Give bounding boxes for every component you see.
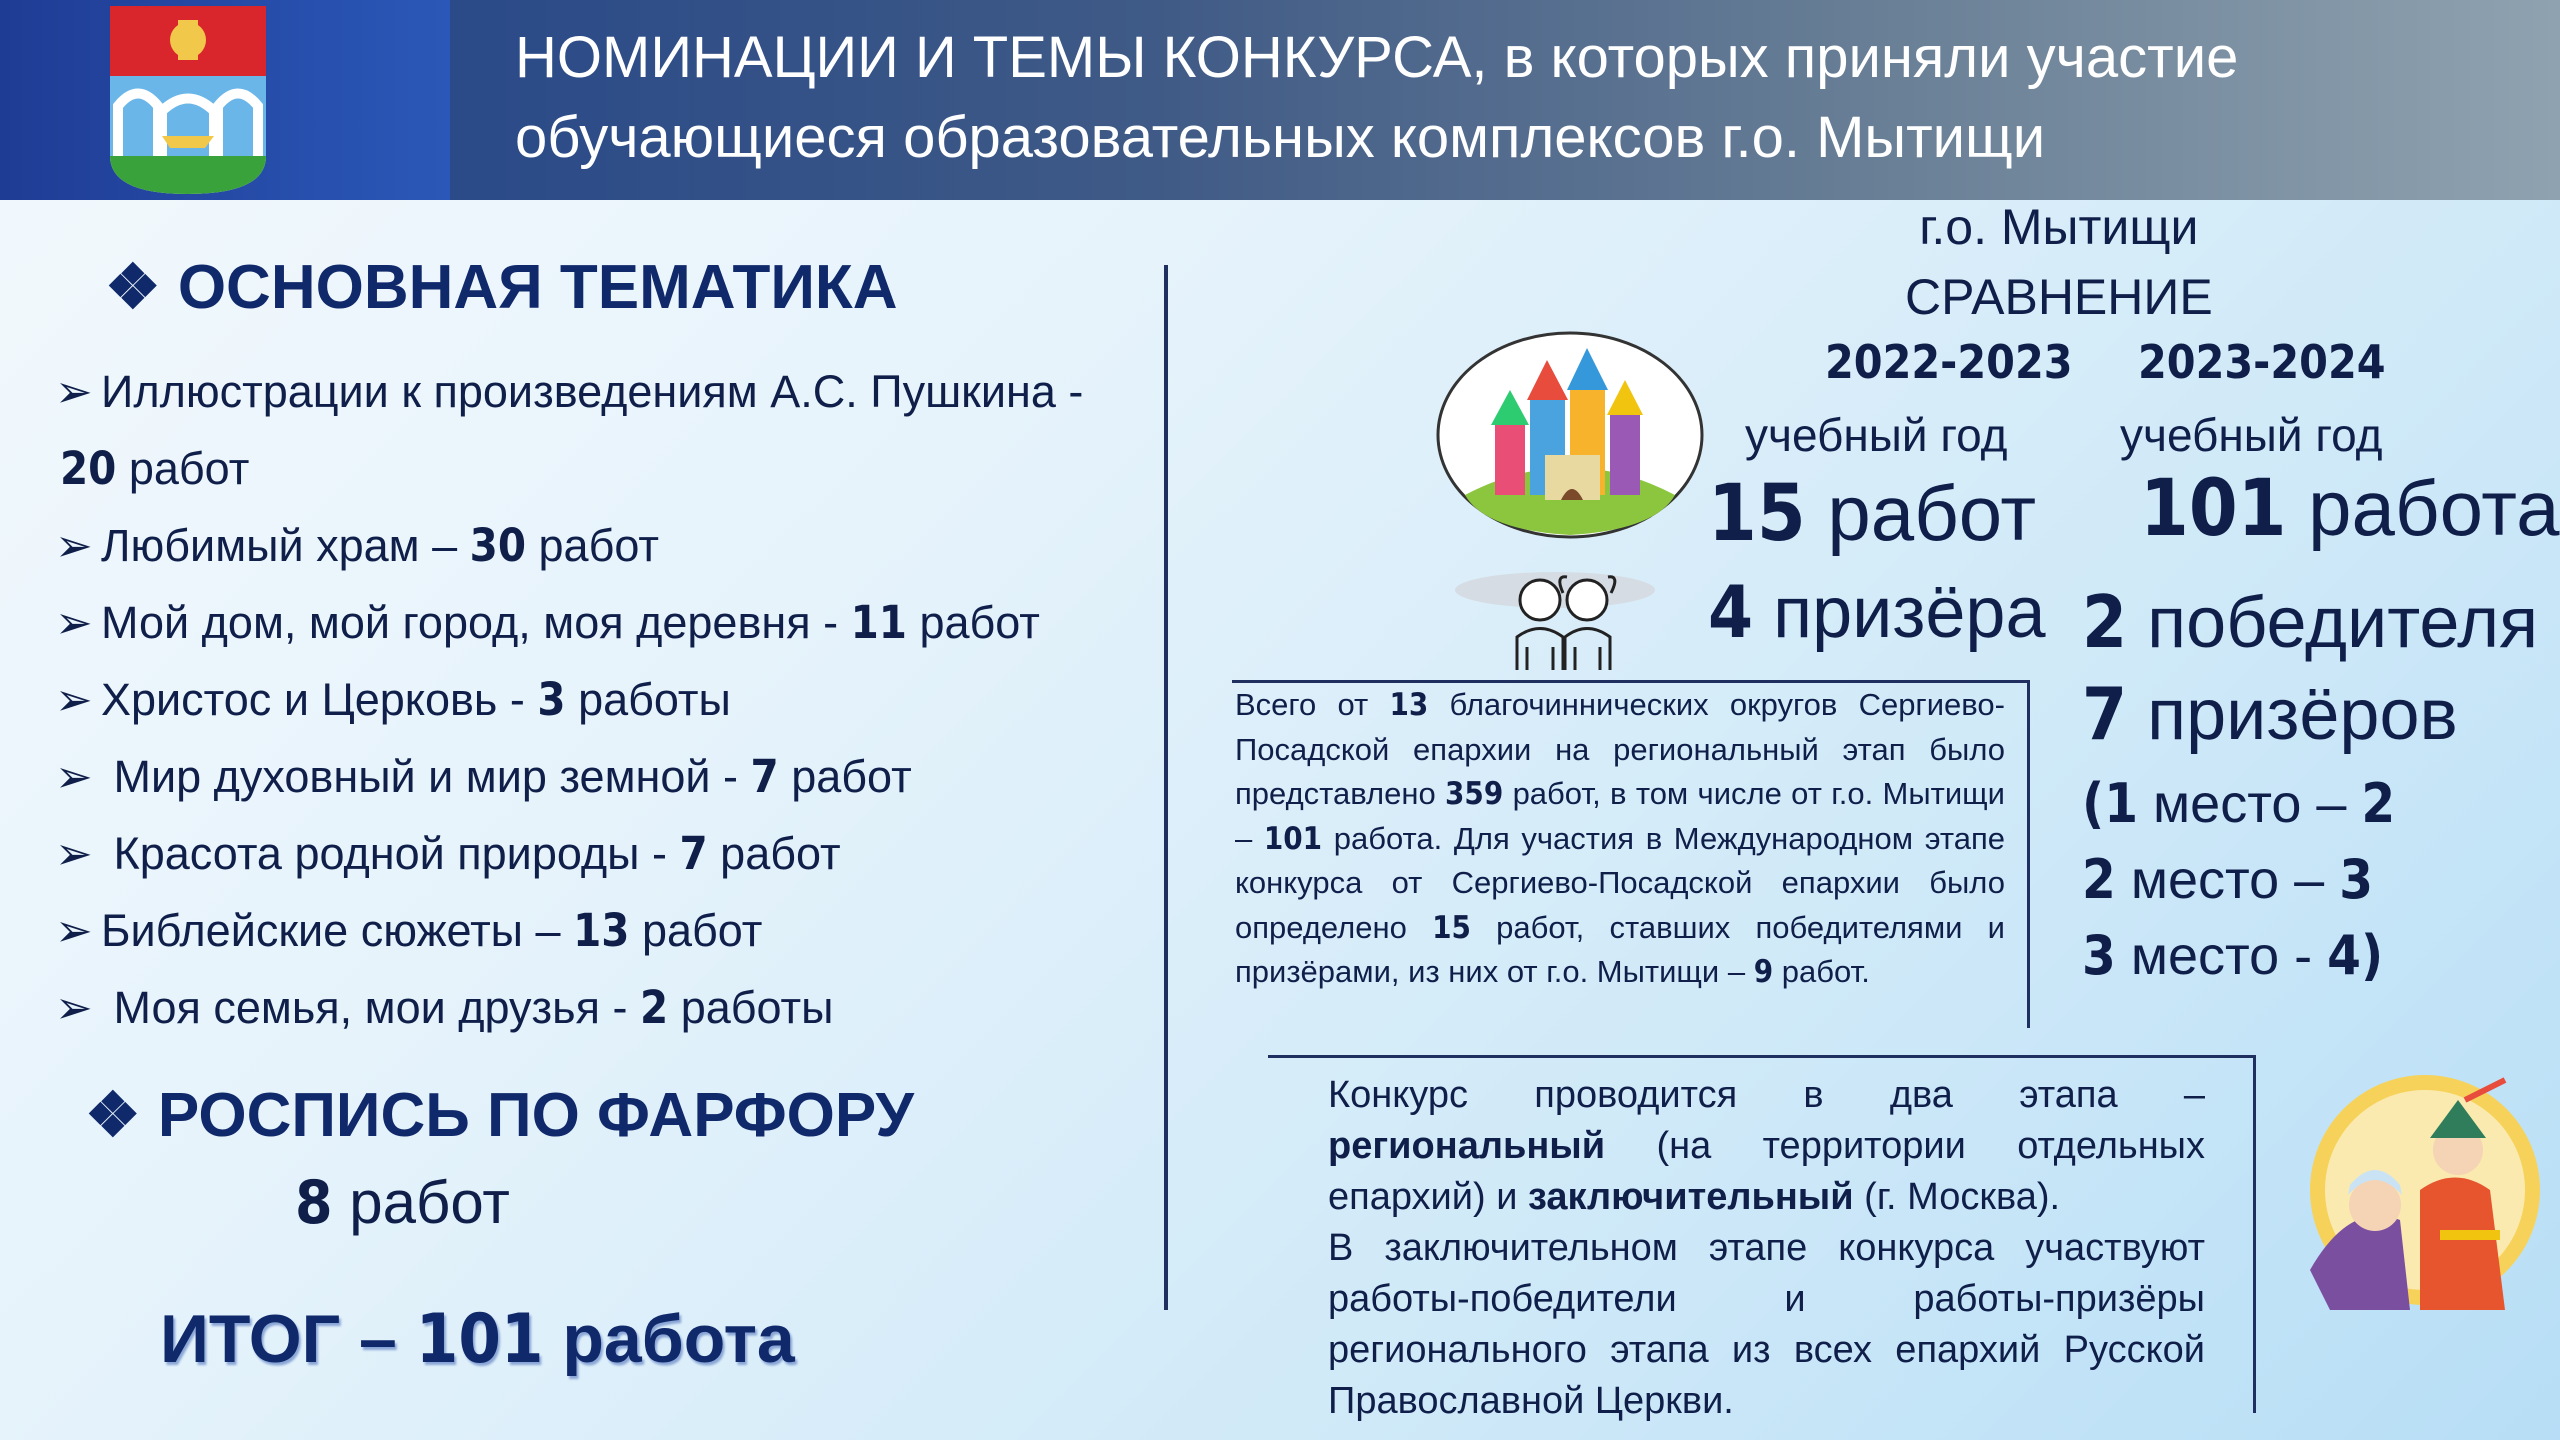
- item-text: Мой дом, мой город, моя деревня: [101, 597, 811, 648]
- year-2-sublabel: учебный год: [2120, 409, 2383, 461]
- text-fragment: благочиннических округов Сергиево-Посадской епархии на региональный этап было представлено: [1235, 687, 2005, 811]
- place-sep: –: [2279, 850, 2340, 910]
- item-unit: работы: [680, 982, 834, 1033]
- place-prefix: (1: [2082, 772, 2139, 835]
- item-count: 13: [573, 904, 630, 957]
- item-sep: -: [1055, 366, 1084, 417]
- place-sep: -: [2279, 926, 2328, 986]
- item-sep: –: [523, 905, 574, 956]
- year-1-works: [1708, 468, 2036, 559]
- total-unit: работа: [562, 1301, 795, 1377]
- item-sep: –: [419, 520, 470, 571]
- text-fragment: Всего от: [1235, 687, 1390, 722]
- section-main-theme-heading: [105, 250, 898, 323]
- coat-of-arms-icon: [110, 6, 266, 194]
- place-row: [2082, 924, 2383, 987]
- stages-box-text: [1328, 1070, 2205, 1427]
- section-porcelain-heading: [85, 1078, 914, 1151]
- item-text: Иллюстрации к произведениям А.С. Пушкина: [101, 366, 1056, 417]
- item-count: 11: [850, 596, 907, 649]
- item-count: 3: [537, 673, 566, 726]
- bold-fragment: региональный: [1328, 1125, 1606, 1167]
- vertical-divider: [1164, 265, 1168, 1310]
- item-unit: работ: [919, 597, 1040, 648]
- item-unit: работ: [538, 520, 659, 571]
- section-title: РОСПИСЬ ПО ФАРФОРУ: [157, 1081, 914, 1150]
- arrow-bullet-icon: ➢: [55, 520, 93, 571]
- text-fragment: работ.: [1773, 954, 1870, 989]
- text-fragment: работ, в том числе от г.о. Мытищи –: [1235, 776, 2005, 856]
- item-text: Любимый храм: [101, 520, 420, 571]
- winners-unit: победителя: [2147, 583, 2539, 663]
- count-number: 8: [295, 1168, 333, 1238]
- stages-paragraph-2: В заключительном этапе конкурса участвуют работы-победители и работы-призёры регионального этапа из всех епархий Русской Православной Церкви.: [1328, 1227, 2205, 1422]
- arrow-bullet-icon: ➢: [55, 366, 93, 417]
- item-unit: работ: [720, 828, 841, 879]
- list-item: [55, 519, 659, 572]
- list-item: [55, 365, 1083, 418]
- item-sep: -: [810, 597, 851, 648]
- item-text: Мир духовный и мир земной: [101, 751, 711, 802]
- place-row: [2082, 848, 2373, 911]
- text-fragment: (на территории отдельных епархий) и: [1328, 1125, 2205, 1218]
- bold-fragment: заключительный: [1528, 1176, 1854, 1218]
- works-unit: работа: [2308, 464, 2560, 552]
- list-item: [55, 750, 912, 803]
- arrow-bullet-icon: ➢: [55, 751, 93, 802]
- list-item-continuation: [60, 442, 249, 495]
- prizes-number: 4: [1708, 570, 1754, 654]
- diamond-bullet-icon: ❖: [85, 1081, 158, 1150]
- children-icon: [1445, 565, 1665, 675]
- title-line-2: обучающиеся образовательных комплексов г.о. Мытищи: [515, 105, 2046, 170]
- number-fragment: 13: [1389, 687, 1429, 723]
- place-sep: –: [2301, 774, 2362, 834]
- winners-number: 2: [2082, 580, 2128, 664]
- text-fragment: работ, ставших победителями и призёрами, из них от г.о. Мытищи –: [1235, 909, 2005, 989]
- title-line-1: НОМИНАЦИИ И ТЕМЫ КОНКУРСА, в которых приняли участие: [515, 25, 2239, 90]
- arrow-bullet-icon: ➢: [55, 674, 93, 725]
- place-label: место: [2130, 850, 2280, 910]
- year-2-label: 2023-2024: [2138, 335, 2386, 389]
- item-count: 2: [640, 981, 669, 1034]
- place-label: место: [2130, 926, 2280, 986]
- item-sep: -: [497, 674, 538, 725]
- total-count: 101: [415, 1300, 544, 1379]
- diamond-bullet-icon: ❖: [105, 253, 178, 322]
- list-item: [55, 673, 731, 726]
- porcelain-count: [295, 1168, 510, 1238]
- year-2-works: [2140, 463, 2560, 554]
- item-sep: -: [600, 982, 640, 1033]
- list-item: [55, 904, 762, 957]
- comparison-title: [1905, 192, 2213, 332]
- item-unit: работ: [791, 751, 912, 802]
- castle-illustration: [1435, 330, 1705, 540]
- number-fragment: 9: [1753, 954, 1774, 990]
- total-summary: [160, 1300, 795, 1379]
- list-item: [55, 981, 834, 1034]
- item-text: Библейские сюжеты: [101, 905, 524, 956]
- place-value: 2: [2361, 772, 2396, 835]
- number-fragment: 359: [1445, 776, 1504, 812]
- year-2-winners: [2082, 580, 2538, 664]
- place-value: 3: [2339, 848, 2374, 911]
- section-title: ОСНОВНАЯ ТЕМАТИКА: [177, 253, 898, 322]
- item-unit: работы: [578, 674, 731, 725]
- place-label: место: [2153, 774, 2302, 834]
- number-fragment: 101: [1263, 820, 1323, 857]
- works-unit: работ: [1827, 469, 2037, 557]
- comparison-place: г.о. Мытищи: [1919, 199, 2199, 255]
- works-number: 101: [2140, 464, 2287, 554]
- item-unit: работ: [641, 905, 763, 956]
- arrow-bullet-icon: ➢: [55, 828, 93, 879]
- item-unit: работ: [128, 443, 250, 494]
- item-count: 7: [679, 827, 708, 880]
- year-1-prizes: [1708, 570, 2045, 654]
- item-count: 30: [469, 519, 526, 572]
- works-number: 15: [1708, 469, 1806, 559]
- item-sep: -: [639, 828, 680, 879]
- year-1-label: 2022-2023: [1825, 335, 2073, 389]
- list-item: [55, 596, 1040, 649]
- text-fragment: (г. Москва).: [1853, 1176, 2061, 1218]
- item-text: Красота родной природы: [101, 828, 640, 879]
- item-count: 7: [750, 750, 779, 803]
- item-text: Христос и Церковь: [101, 674, 498, 725]
- info-box-text: [1235, 683, 2005, 995]
- number-fragment: 15: [1432, 909, 1471, 946]
- tsar-illustration: [2290, 1070, 2550, 1315]
- place-prefix: 3: [2082, 924, 2116, 987]
- place-prefix: 2: [2082, 848, 2116, 911]
- text-fragment: работа. Для участия в Международном этапе конкурса от Сергиево-Посадской епархии было определено: [1235, 820, 2005, 945]
- page-title: [515, 18, 2515, 178]
- comparison-heading: СРАВНЕНИЕ: [1905, 269, 2213, 325]
- year-1-sublabel: учебный год: [1745, 409, 2008, 461]
- place-value: 4): [2327, 924, 2384, 987]
- arrow-bullet-icon: ➢: [55, 982, 93, 1033]
- count-unit: работ: [349, 1169, 510, 1236]
- year-2-prizes: [2082, 672, 2458, 756]
- list-item: [55, 827, 841, 880]
- item-text: Моя семья, мои друзья: [101, 982, 600, 1033]
- item-count: 20: [60, 442, 117, 495]
- prizes-unit: призёров: [2147, 675, 2458, 755]
- prizes-number: 7: [2082, 672, 2128, 756]
- total-label: ИТОГ –: [160, 1301, 416, 1377]
- text-fragment: Конкурс проводится в два этапа –: [1328, 1074, 2205, 1116]
- item-sep: -: [710, 751, 751, 802]
- arrow-bullet-icon: ➢: [55, 905, 93, 956]
- stages-paragraph-1: [1328, 1070, 2205, 1223]
- prizes-unit: призёра: [1773, 573, 2046, 653]
- place-row: [2082, 772, 2395, 835]
- arrow-bullet-icon: ➢: [55, 597, 93, 648]
